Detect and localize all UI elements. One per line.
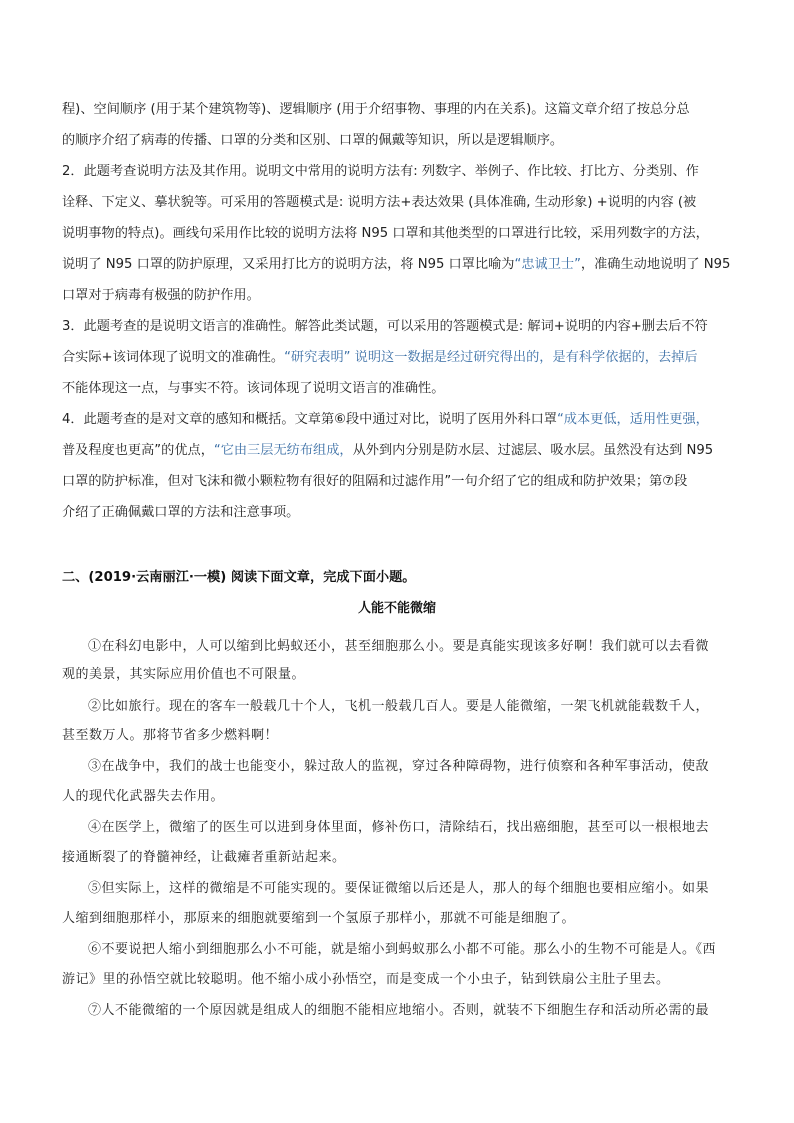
answer-4-quote: “它由三层无纺布组成， <box>213 443 353 458</box>
answer-3-text: 合实际+该词体现了说明文的准确性。 <box>62 350 285 365</box>
answer-2-line-2: 诠释、下定义、摹状貌等。可采用的答题模式是: 说明方法+表达效果 (具体准确, 生动形象) +说明的内容 (被 <box>62 195 697 210</box>
answer-2-text: 说明了 N95 口罩的防护原理，又采用打比方的说明方法，将 N95 口罩比喻为 <box>62 257 515 272</box>
article-para-4-line-2: 接通断裂了的脊髓神经，让截瘫者重新站起来。 <box>62 850 346 865</box>
section-heading: 二、(2019·云南丽江·一模) 阅读下面文章，完成下面小题。 <box>62 570 416 585</box>
answer-3-line-1: 3．此题考查的是说明文语言的准确性。解答此类试题，可以采用的答题模式是: 解词+说明的内容+删去后不符 <box>62 319 708 334</box>
answer-4-line-1 <box>62 404 734 435</box>
answer-2-line-5: 口罩对于病毒有极强的防护作用。 <box>62 288 260 303</box>
article-para-4-line-1: ④在医学上，微缩了的医生可以进到身体里面，修补伤口，清除结石，找出癌细胞，甚至可以一根根地去 <box>88 820 710 835</box>
answer-4-line-4: 介绍了正确佩戴口罩的方法和注意事项。 <box>62 505 300 520</box>
article-para-5-line-1: ⑤但实际上，这样的微缩是不可能实现的。要保证微缩以后还是人，那人的每个细胞也要相应缩小。如果 <box>88 881 710 896</box>
article-para-3-line-1: ③在战争中，我们的战士也能变小，躲过敌人的监视，穿过各种障碍物，进行侦察和各种军事活动，使敌 <box>88 759 710 774</box>
article-para-5-line-2: 人缩到细胞那样小，那原来的细胞就要缩到一个氢原子那样小，那就不可能是细胞了。 <box>62 911 576 926</box>
answer-1-line-1: 程)、空间顺序 (用于某个建筑物等)、逻辑顺序 (用于介绍事物、事理的内在关系)。这篇文章介绍了按总分总 <box>62 102 690 117</box>
answer-4-text: 普及程度也更高”的优点， <box>62 443 214 458</box>
answer-2-line-3: 说明事物的特点)。画线句采用作比较的说明方法将 N95 口罩和其他类型的口罩进行比较，采用列数字的方法， <box>62 226 709 241</box>
article-para-7-line-1: ⑦人不能微缩的一个原因就是组成人的细胞不能相应地缩小。否则，就装不下细胞生存和活动所必需的最 <box>88 1003 710 1018</box>
article-para-2-line-2: 甚至数万人。那将节省多少燃料啊！ <box>62 728 279 743</box>
article-para-1-line-1: ①在科幻电影中，人可以缩到比蚂蚁还小，甚至细胞那么小。要是真能实现该多好啊！我们就可以去看微 <box>88 639 710 654</box>
answer-2-line-1: 2．此题考查说明方法及其作用。说明文中常用的说明方法有: 列数字、举例子、作比较、打比方、分类别、作 <box>62 164 699 179</box>
article-para-2-line-1: ②比如旅行。现在的客车一般载几十个人，飞机一般载几百人。要是人能微缩，一架飞机就能载数千人， <box>88 699 710 714</box>
answer-4-quote: “成本更低，适用性更强， <box>556 412 709 427</box>
answer-4-text: 从外到内分别是防水层、过滤层、吸水层。虽然没有达到 N95 <box>352 443 714 458</box>
answer-3-line-3: 不能体现这一点，与事实不符。该词体现了说明文语言的准确性。 <box>62 381 445 396</box>
article-para-6-line-1: ⑥不要说把人缩小到细胞那么小不可能，就是缩小到蚂蚁那么小都不可能。那么小的生物不可能是人。《西 <box>88 942 717 957</box>
answer-4-line-2 <box>62 435 734 466</box>
answer-4-line-3: 口罩的防护标准，但对飞沫和微小颗粒物有很好的阻隔和过滤作用”一句介绍了它的组成和防护效果；第⑦段 <box>62 474 688 489</box>
article-title: 人能不能微缩 <box>357 601 436 616</box>
answer-3-quote: “研究表明” 说明这一数据是经过研究得出的，是有科学依据的，去掉后 <box>284 350 698 365</box>
answer-2-text: ，准确生动地说明了 N95 <box>580 257 731 272</box>
article-para-1-line-2: 观的美景，其实际应用价值也不可限量。 <box>62 667 306 682</box>
article-para-3-line-2: 人的现代化武器失去作用。 <box>62 789 225 804</box>
answer-2-quote: “忠诚卫士” <box>514 257 581 272</box>
answer-1-line-2: 的顺序介绍了病毒的传播、口罩的分类和区别、口罩的佩戴等知识，所以是逻辑顺序。 <box>62 133 564 148</box>
answer-4-text: 4．此题考查的是对文章的感知和概括。文章第⑥段中通过对比，说明了医用外科口罩 <box>62 412 557 427</box>
answer-2-line-4 <box>62 249 734 280</box>
article-para-6-line-2: 游记》里的孙悟空就比较聪明。他不缩小成小孙悟空，而是变成一个小虫子，钻到铁扇公主肚子里去。 <box>62 972 670 987</box>
answer-3-line-2 <box>62 342 734 373</box>
